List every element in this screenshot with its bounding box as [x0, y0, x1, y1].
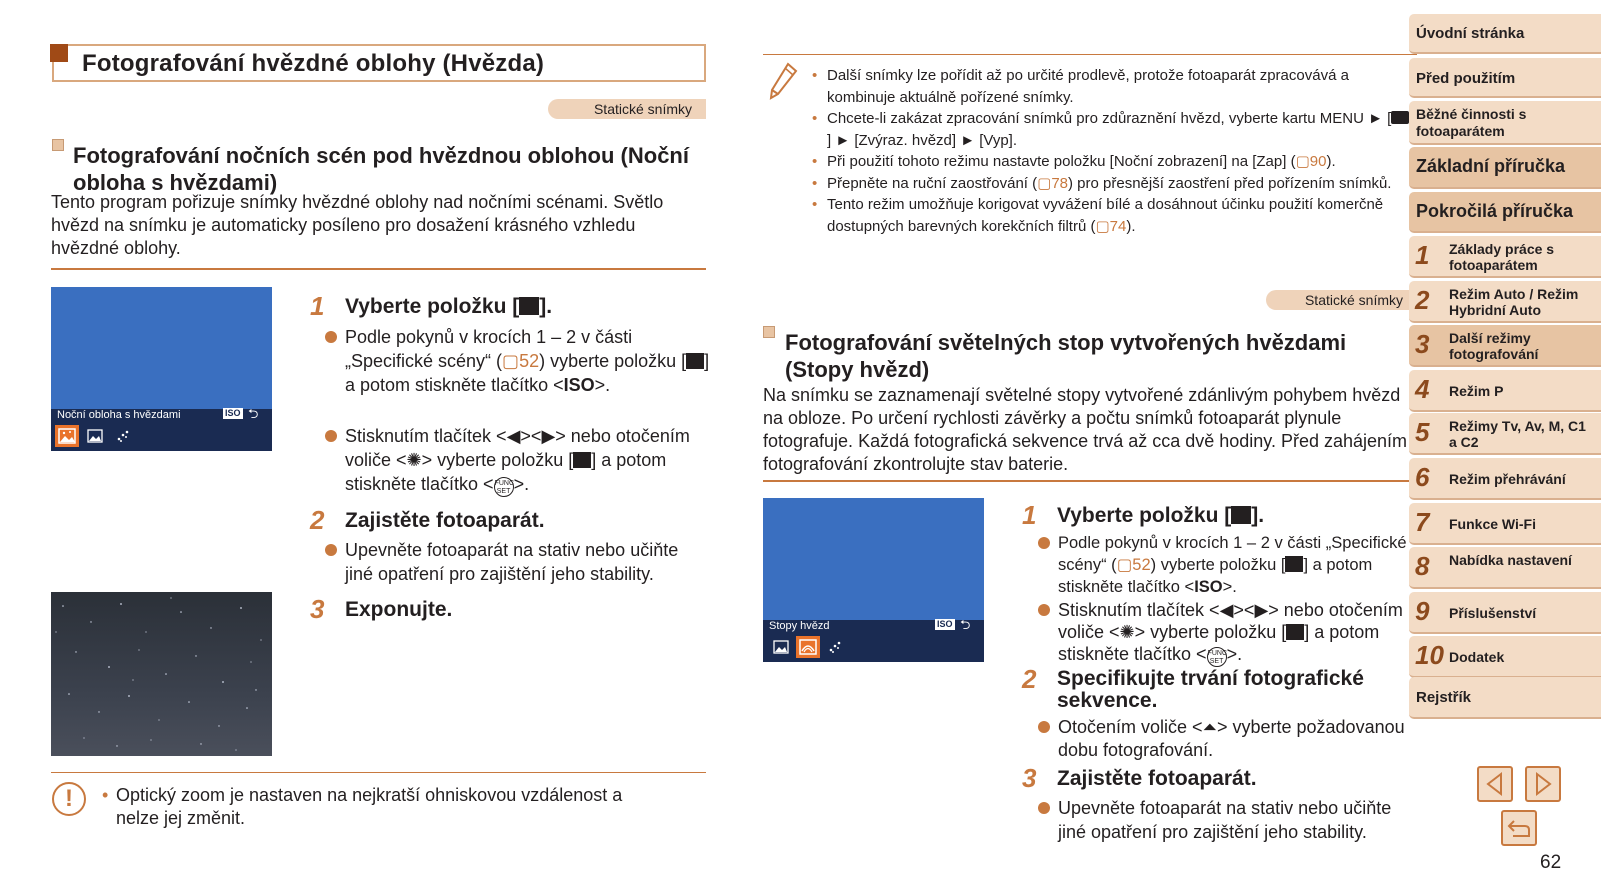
note-item: • Tento režim umožňuje korigovat vyvážení bílé a dosáhnout účinku použití komerčně dostupných barevných korekčních filtrů (▢74). [812, 196, 1384, 235]
step-title-3: Exponujte. [345, 598, 453, 621]
iso-icon: ISO [225, 408, 241, 418]
step-2-bullet-1: Otočením voliče <⏶> vyberte požadovanou dobu fotografování. [1038, 716, 1420, 762]
chapter-title: Základy práce s fotoaparátem [1449, 241, 1555, 273]
right-arrow-icon: ▶ [541, 426, 556, 446]
caution-note: • Optický zoom je nastaven na nejkratší ohniskovou vzdálenost a nelze jej změnit. [102, 785, 623, 828]
divider [51, 772, 706, 773]
step-number-2: 2 [1022, 664, 1037, 694]
page-ref-icon[interactable]: ▢ [1095, 217, 1110, 235]
camera-screen-star-trails [763, 498, 984, 662]
step-2-bullet-1: Upevněte fotoaparát na stativ nebo učiňte jiné opatření pro zajištění jeho stability. [325, 538, 710, 586]
return-icon: ⮌ [960, 617, 971, 632]
step-title-2: Specifikujte trvání fotografické sekvence. [1057, 667, 1364, 712]
star-trails-mode-icon [1286, 624, 1304, 640]
iso-icon: ISO [937, 619, 953, 629]
page-number: 62 [1540, 852, 1562, 873]
chapter-number: 7 [1415, 507, 1430, 537]
night-sky-mode-icon [769, 636, 793, 658]
screen-mode-label: Noční obloha s hvězdami [57, 409, 181, 421]
chapter-title: Režimy Tv, Av, M, C1 a C2 [1449, 418, 1586, 450]
section-intro-night-sky: Tento program pořizuje snímky hvězdné oblohy nad nočními scénami. Světlo hvězd na snímku je automaticky posíleno pro dosažení krásného vzhledu hvězdné oblohy. [51, 192, 664, 258]
night-sky-mode-icon [519, 297, 539, 315]
chapter-title: Další režimy fotografování [1449, 330, 1539, 362]
sidebar-chapter-3[interactable] [1409, 325, 1601, 367]
step-number-2: 2 [310, 505, 325, 535]
step-1-bullet-1: Podle pokynů v krocích 1 – 2 v části „Specifické scény“ (▢52) vyberte položku [ ] a potom stiskněte tlačítko <ISO>. [1038, 532, 1420, 598]
note-pencil-icon [768, 62, 798, 100]
step-title-2: Zajistěte fotoaparát. [345, 509, 545, 532]
caution-icon: ! [52, 782, 86, 816]
right-arrow-icon: ▶ [1254, 600, 1269, 620]
iso-button-icon: ISO [563, 375, 595, 395]
step-3-bullet-1: Upevněte fotoaparát na stativ nebo učiňte jiné opatření pro zajištění jeho stability. [1038, 796, 1420, 844]
sidebar-chapter-10[interactable] [1409, 636, 1601, 678]
chapter-title: Režim přehrávání [1449, 471, 1566, 487]
night-sky-mode-icon [573, 452, 591, 468]
chapter-number: 3 [1415, 329, 1430, 359]
star-trails-mode-icon [83, 425, 107, 447]
page-ref-link[interactable]: 52 [1132, 556, 1151, 574]
page-title-box [52, 44, 706, 82]
sidebar-index[interactable]: Rejstřík [1409, 677, 1601, 719]
night-sky-sample-photo [51, 592, 272, 756]
step-title-1: Vyberte položku [ ]. [1057, 504, 1265, 527]
note-item: • Přepněte na ruční zaostřování (▢78) pro přesnější zaostření před pořízením snímků. [812, 174, 1392, 192]
section-marker [52, 139, 64, 151]
camera-tab-icon [1391, 111, 1409, 124]
sidebar-home[interactable]: Úvodní stránka [1409, 14, 1601, 54]
step-1-bullet-2: Stisknutím tlačítek <◀><▶> nebo otočením voliče <✺> vyberte položku [ ] a potom stiskněte tlačítko <FUNC SET >. [325, 424, 710, 497]
sidebar-chapter-7[interactable] [1409, 503, 1601, 545]
page-ref-icon[interactable]: ▢ [1116, 556, 1133, 574]
divider [763, 54, 1417, 55]
section-marker [763, 326, 775, 338]
page-title: Fotografování hvězdné oblohy (Hvězda) [82, 50, 545, 77]
divider [51, 268, 706, 270]
page-ref-link[interactable]: 78 [1051, 174, 1068, 192]
back-button[interactable] [1501, 810, 1537, 846]
func-set-button-icon: FUNC SET [494, 477, 514, 497]
chapter-title: Nabídka nastavení [1449, 552, 1572, 568]
sidebar-advanced-guide[interactable]: Pokročilá příručka [1409, 192, 1601, 233]
chapter-number: 6 [1415, 462, 1430, 492]
next-page-button[interactable] [1525, 766, 1561, 802]
sidebar-before-use[interactable]: Před použitím [1409, 58, 1601, 98]
page-ref-link[interactable]: 52 [519, 351, 540, 371]
step-title-1: Vyberte položku [ ]. [345, 295, 553, 318]
step-number-3: 3 [310, 594, 325, 624]
section-heading-night-sky: Fotografování nočních scén pod hvězdnou oblohou (Noční obloha s hvězdami) [73, 143, 689, 195]
night-sky-mode-icon [686, 353, 704, 369]
night-sky-mode-icon [55, 425, 79, 447]
step-1-bullet-1: Podle pokynů v krocích 1 – 2 v části „Specifické scény“ (▢52) vyberte položku [ ] a potom stiskněte tlačítko <ISO>. [325, 325, 710, 397]
star-trails-mode-icon [796, 636, 820, 658]
page-ref-link[interactable]: 74 [1109, 217, 1127, 235]
chapter-number: 8 [1415, 551, 1430, 581]
left-arrow-icon: ◀ [506, 426, 521, 446]
front-dial-icon: ⏶ [1202, 717, 1217, 737]
star-time-lapse-icon [823, 636, 847, 658]
page-ref-icon[interactable]: ▢ [1037, 174, 1052, 192]
page-ref-icon[interactable]: ▢ [1295, 153, 1310, 170]
sidebar-basic-guide[interactable]: Základní příručka [1409, 147, 1601, 189]
func-set-button-icon: FUNC SET [1207, 647, 1227, 667]
return-icon: ⮌ [248, 406, 259, 421]
sidebar-chapter-4[interactable] [1409, 370, 1601, 412]
chapter-title: Dodatek [1449, 649, 1505, 665]
sidebar-chapter-6[interactable] [1409, 458, 1601, 500]
chapter-title: Režim Auto / Režim Hybridní Auto [1449, 286, 1579, 318]
still-images-tag: Statické snímky [548, 99, 706, 119]
step-number-1: 1 [310, 291, 325, 321]
notes-list [812, 65, 1412, 237]
sidebar-chapter-8[interactable] [1409, 547, 1601, 589]
step-number-3: 3 [1022, 763, 1037, 793]
control-dial-icon: ✺ [406, 450, 422, 470]
chapter-number: 10 [1415, 640, 1444, 670]
chapter-number: 5 [1415, 417, 1430, 447]
divider [763, 480, 1417, 482]
night-sky-mode-icon [1231, 506, 1251, 524]
chapter-number: 4 [1415, 374, 1430, 404]
camera-screen-night-sky [51, 287, 272, 451]
chapter-title: Funkce Wi-Fi [1449, 516, 1536, 532]
title-marker [50, 44, 68, 62]
prev-page-button[interactable] [1477, 766, 1513, 802]
sidebar-chapter-2[interactable] [1409, 281, 1601, 323]
chapter-title: Režim P [1449, 383, 1504, 399]
chapter-number: 1 [1415, 240, 1430, 270]
left-arrow-icon: ◀ [1219, 600, 1234, 620]
section-heading-star-trails: Fotografování světelných stop vytvořených hvězdami (Stopy hvězd) [785, 330, 1347, 382]
step-number-1: 1 [1022, 500, 1037, 530]
screen-mode-label: Stopy hvězd [769, 620, 830, 632]
sidebar-chapter-1[interactable] [1409, 236, 1601, 278]
sidebar-chapter-9[interactable] [1409, 592, 1601, 634]
star-time-lapse-icon [111, 425, 135, 447]
page-ref-icon[interactable]: ▢ [502, 351, 520, 371]
chapter-title: Příslušenství [1449, 605, 1537, 621]
chapter-number: 9 [1415, 596, 1430, 626]
note-item: • Chcete-li zakázat zpracování snímků pro zdůraznění hvězd, vyberte kartu MENU ► [] ► [Zvýraz. hvězd] ► [Vyp]. [812, 108, 1412, 151]
chapter-number: 2 [1415, 285, 1430, 315]
control-dial-icon: ✺ [1119, 622, 1135, 642]
step-1-bullet-2: Stisknutím tlačítek <◀><▶> nebo otočením voliče <✺> vyberte položku [ ] a potom stiskněte tlačítko <FUNC SET >. [1038, 599, 1420, 667]
page-ref-link[interactable]: 90 [1309, 153, 1327, 170]
sidebar-chapter-5[interactable] [1409, 413, 1601, 455]
sidebar-common-operations[interactable]: Běžné činnosti s fotoaparátem [1409, 101, 1601, 145]
night-sky-mode-icon [1285, 556, 1303, 572]
section-intro-star-trails: Na snímku se zaznamenají světelné stopy vytvořené zdánlivým pohybem hvězd na obloze. Po určení rychlosti závěrky a počtu snímků fotoaparát plynule fotografuje. Každá fotografická sekvence trvá až cca dvě hodiny. Před zahájením fotografování zkontrolujte stav baterie. [763, 385, 1408, 474]
iso-button-icon: ISO [1194, 578, 1223, 596]
note-item: • Při použití tohoto režimu nastavte položku [Noční zobrazení] na [Zap] (▢90). [812, 153, 1336, 170]
step-title-3: Zajistěte fotoaparát. [1057, 767, 1257, 790]
note-item: • Další snímky lze pořídit až po určité prodlevě, protože fotoaparát zpracovává a kombinuje aktuálně pořízené snímky. [812, 67, 1349, 106]
still-images-tag: Statické snímky [1266, 290, 1417, 310]
